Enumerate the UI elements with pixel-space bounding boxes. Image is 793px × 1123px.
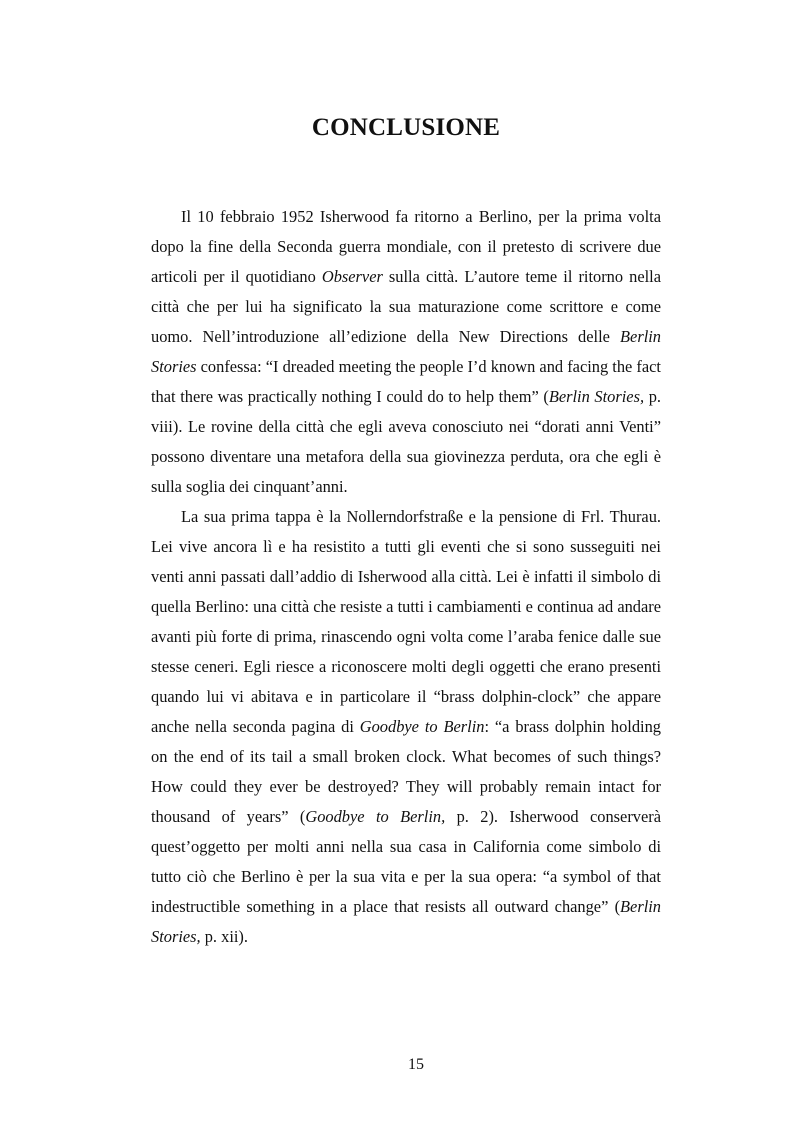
page-number: 15 [408, 1056, 424, 1073]
italic-citation-berlin-stories: Berlin Stories, [151, 897, 661, 946]
italic-title-goodbye-to-berlin: Goodbye to Berlin [359, 717, 485, 736]
italic-title-observer: Observer [321, 267, 383, 286]
text-segment: confessa: “I dreaded meeting the people I’d known and facing the fact that there was practically nothing I could do to help them” ( [151, 357, 661, 406]
paragraph-2 [151, 502, 661, 952]
text-segment: p. xii). [200, 927, 248, 946]
page-title: CONCLUSIONE [311, 114, 501, 141]
text-segment: p. viii). Le rovine della città che egli aveva conosciuto nei “dorati anni Venti” possono diventare una metafora della sua giovinezza perduta, ora che egli è sulla soglia dei cinquant’anni. [151, 387, 661, 496]
italic-citation-goodbye-to-berlin: Goodbye to Berlin, [305, 807, 446, 826]
paragraph-1 [151, 202, 661, 502]
italic-title-berlin-stories: Berlin Stories [151, 327, 661, 376]
text-segment: : “a brass dolphin holding on the end of its tail a small broken clock. What becomes of such things? How could they ever be destroyed? They will probably remain intact for thousand of years” ( [151, 717, 661, 826]
text-segment: sulla città. L’autore teme il ritorno nella città che per lui ha significato la sua maturazione come scrittore e come uomo. Nell’introduzione all’edizione della New Directions delle [151, 267, 661, 346]
text-segment: Il 10 febbraio 1952 Isherwood fa ritorno a Berlino, per la prima volta dopo la fine della Seconda guerra mondiale, con il pretesto di scrivere due articoli per il quotidiano [151, 207, 661, 286]
text-segment: La sua prima tappa è la Nollerndorfstraße e la pensione di Frl. Thurau. Lei vive ancora lì e ha resistito a tutti gli eventi che si sono susseguiti nei venti anni passati dall’addio di Isherwood alla città. Lei è infatti il simbolo di quella Berlino: una città che resiste a tutti i cambiamenti e continua ad andare avanti più forte di prima, rinascendo ogni volta come l’araba fenice dalle sue stesse ceneri. Egli riesce a riconoscere molti degli oggetti che erano presenti quando lui vi abitava e in particolare il “brass dolphin-clock” che appare anche nella seconda pagina di [151, 507, 661, 736]
italic-citation-berlin-stories: Berlin Stories, [548, 387, 645, 406]
body-text [151, 202, 661, 952]
text-segment: p. 2). Isherwood conserverà quest’oggetto per molti anni nella sua casa in California come simbolo di tutto ciò che Berlino è per la sua vita e per la sua opera: “a symbol of that indestructible something in a place that resists all outward change” ( [151, 807, 661, 916]
